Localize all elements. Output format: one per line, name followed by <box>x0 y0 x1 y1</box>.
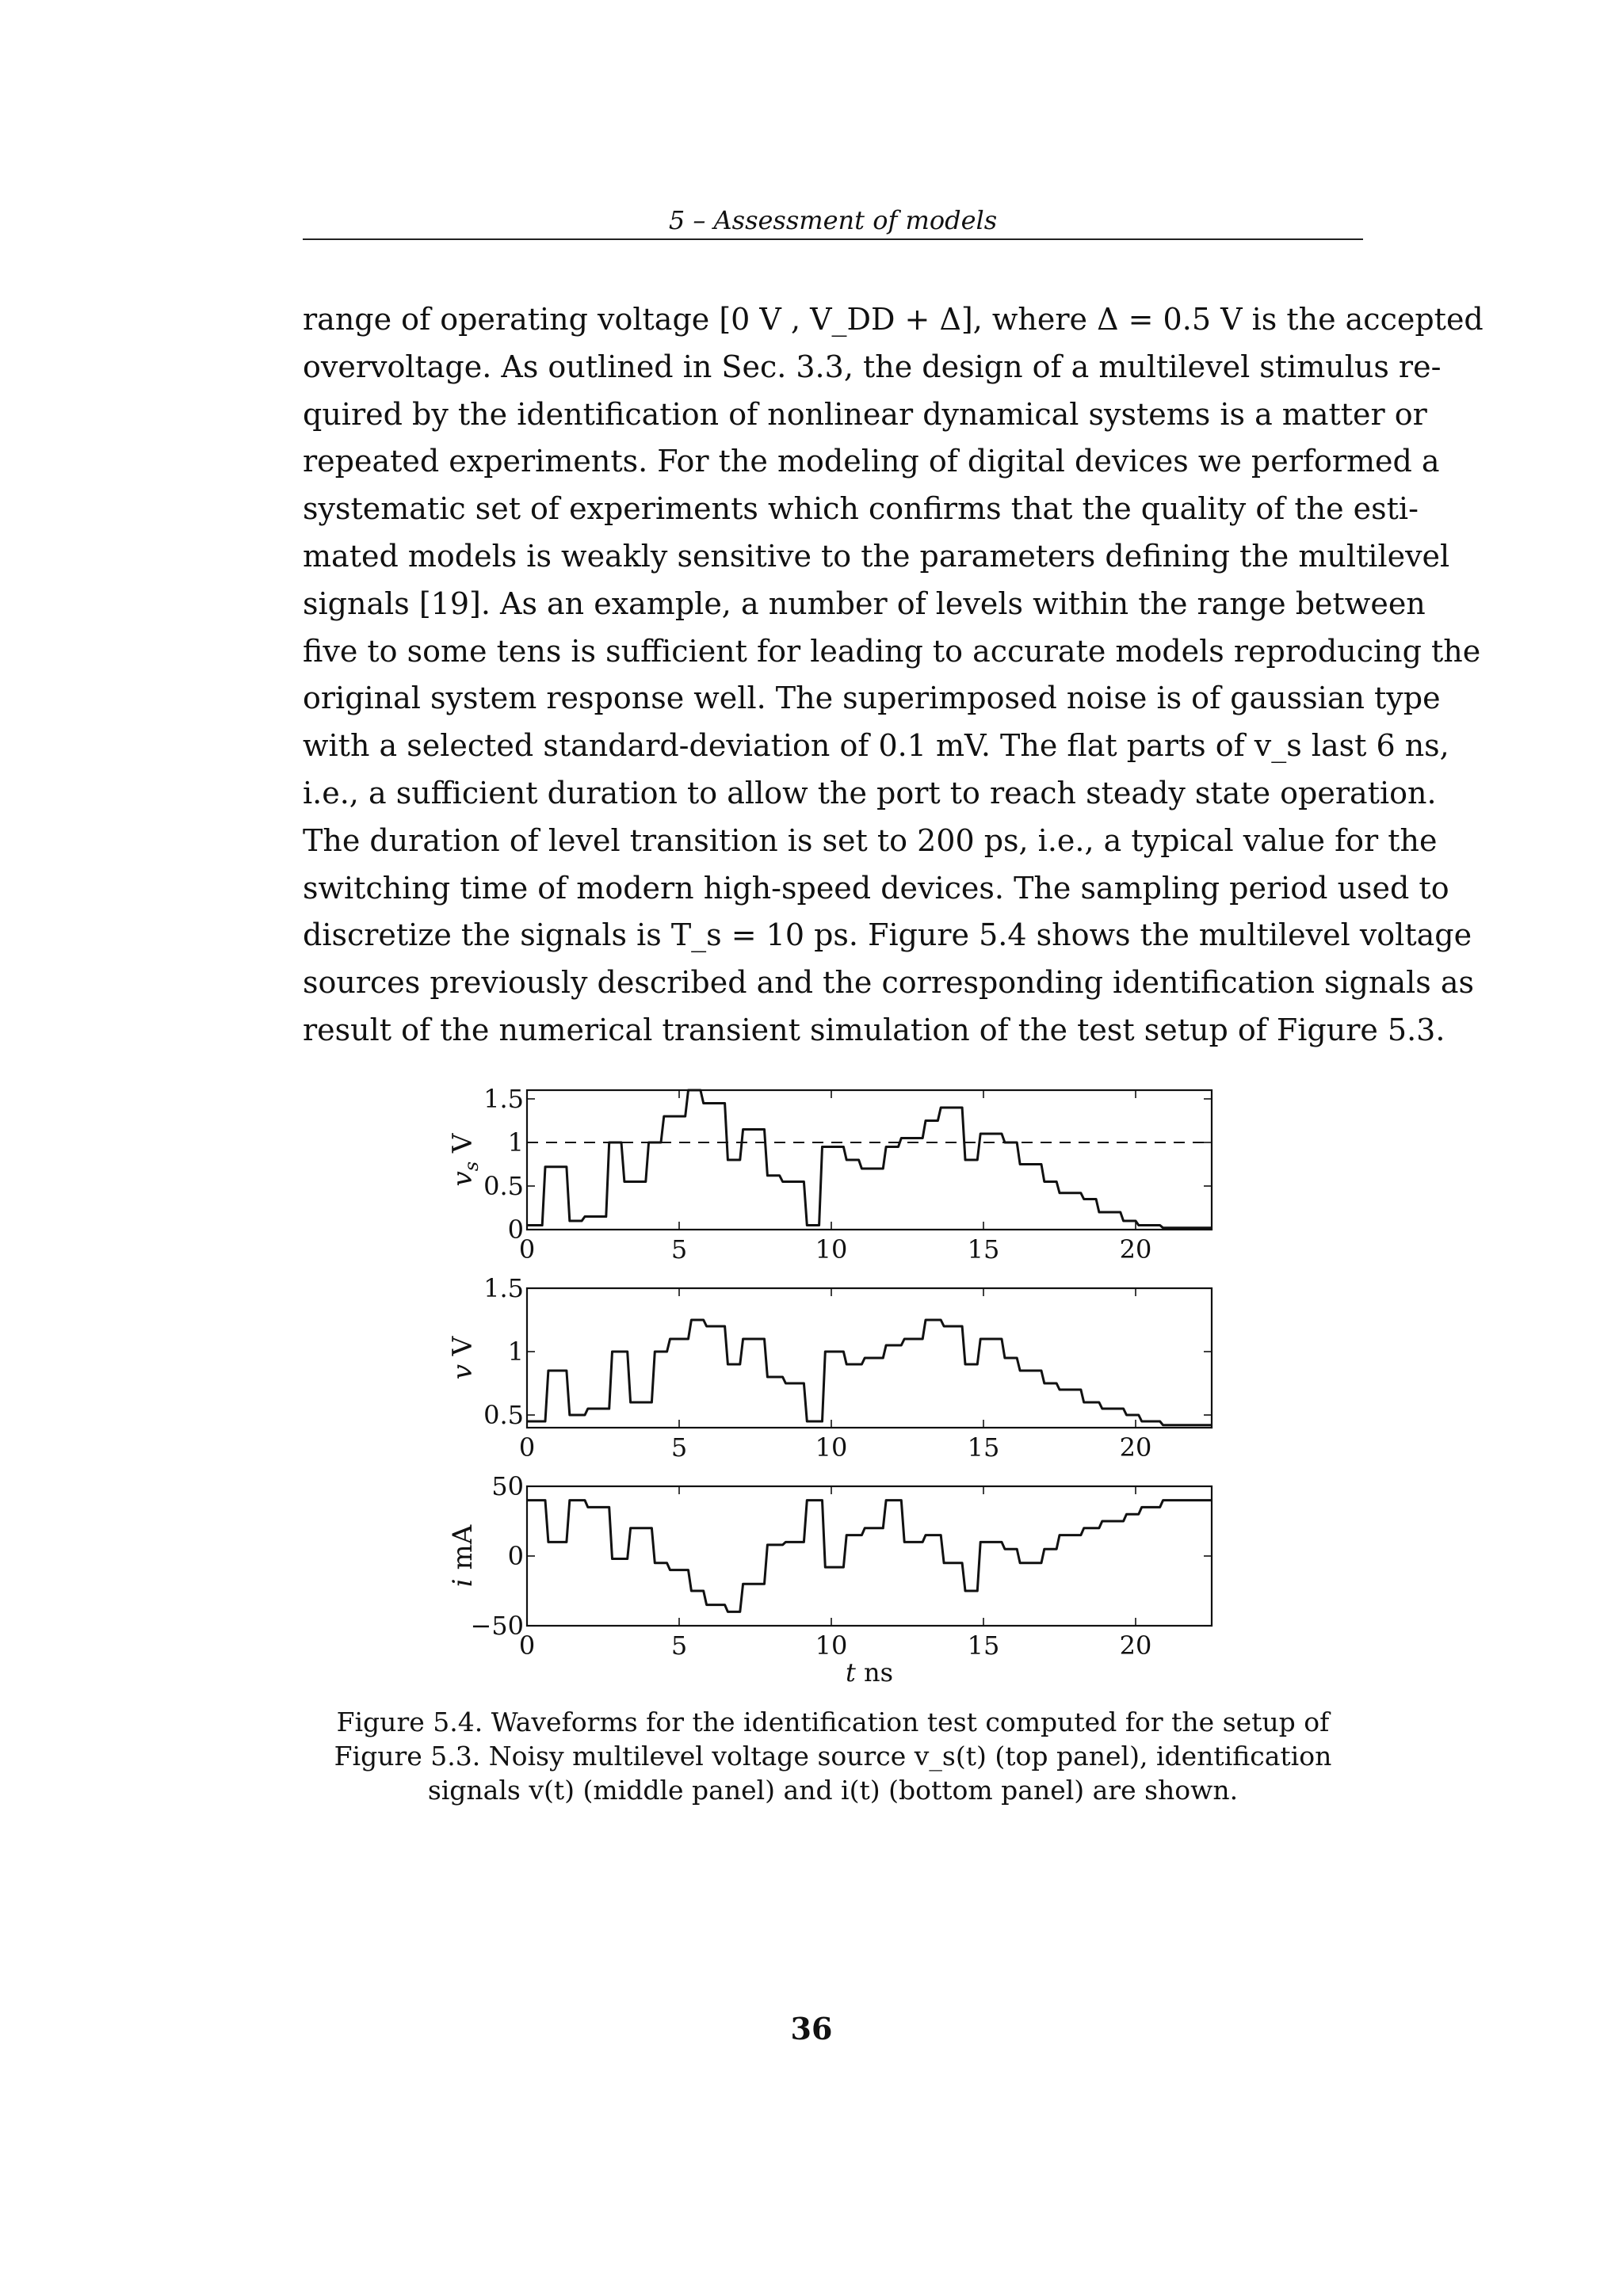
x-tick-label: 5 <box>670 1432 688 1463</box>
body-line: overvoltage. As outlined in Sec. 3.3, the design of a multilevel stimulus re- <box>303 349 1442 384</box>
y-tick-label: 50 <box>491 1471 524 1501</box>
body-paragraph <box>303 296 1484 1055</box>
caption-line: Figure 5.4. Waveforms for the identification test computed for the setup of <box>336 1707 1330 1737</box>
i-waveform-chart <box>444 1471 1236 1695</box>
x-tick-label: 10 <box>815 1234 848 1264</box>
body-line: quired by the identification of nonlinear dynamical systems is a matter or <box>303 396 1427 432</box>
vs-waveform-chart <box>444 1085 1236 1268</box>
x-tick-label: 15 <box>967 1432 1000 1463</box>
body-line: i.e., a sufficient duration to allow the port to reach steady state operation. <box>303 775 1437 810</box>
x-tick-label: 5 <box>670 1630 688 1661</box>
y-tick-label: 1 <box>507 1127 524 1158</box>
x-tick-label: 10 <box>815 1630 848 1661</box>
y-axis-label: $v_s$ V <box>447 1133 483 1187</box>
page-number: 36 <box>790 2011 833 2046</box>
x-tick-label: 10 <box>815 1432 848 1463</box>
v-waveform-chart <box>444 1273 1236 1466</box>
x-tick-label: 0 <box>518 1234 536 1264</box>
y-tick-label: 0.5 <box>483 1400 524 1430</box>
y-tick-label: 1 <box>507 1337 524 1367</box>
body-line: discretize the signals is T_s = 10 ps. Figure 5.4 shows the multilevel voltage <box>303 917 1472 953</box>
series-line <box>527 1090 1212 1228</box>
series-line <box>527 1501 1212 1612</box>
plot-frame <box>527 1090 1212 1230</box>
body-line: signals [19]. As an example, a number of levels within the range between <box>303 585 1426 621</box>
y-tick-label: 0 <box>507 1541 524 1571</box>
y-tick-label: 1.5 <box>483 1084 524 1114</box>
body-line: with a selected standard-deviation of 0.1 mV. The flat parts of v_s last 6 ns, <box>303 728 1449 764</box>
y-tick-label: 0 <box>507 1215 524 1245</box>
x-tick-label: 20 <box>1119 1432 1152 1463</box>
y-axis-label: v V <box>447 1336 479 1380</box>
x-tick-label: 15 <box>967 1234 1000 1264</box>
body-line: mated models is weakly sensitive to the parameters defining the multilevel <box>303 538 1450 574</box>
body-line: range of operating voltage [0 V , V_DD + Δ], where Δ = 0.5 V is the accepted <box>303 302 1484 337</box>
body-line: original system response well. The superimposed noise is of gaussian type <box>303 681 1441 716</box>
body-line: switching time of modern high-speed devices. The sampling period used to <box>303 870 1449 906</box>
x-tick-label: 20 <box>1119 1234 1152 1264</box>
figure-caption <box>333 1705 1333 1807</box>
series-line <box>527 1320 1212 1425</box>
x-axis-label: t ns <box>845 1657 894 1688</box>
body-line: result of the numerical transient simulation of the test setup of Figure 5.3. <box>303 1012 1445 1047</box>
figure-panel-middle <box>444 1273 1236 1466</box>
body-line: systematic set of experiments which confirms that the quality of the esti- <box>303 491 1419 527</box>
y-axis-label: i mA <box>447 1524 479 1588</box>
body-line: five to some tens is sufficient for leading to accurate models reproducing the <box>303 633 1481 669</box>
y-tick-label: 0.5 <box>483 1171 524 1201</box>
body-line: sources previously described and the corresponding identification signals as <box>303 965 1475 1001</box>
x-tick-label: 5 <box>670 1234 688 1264</box>
x-tick-label: 0 <box>518 1432 536 1463</box>
y-tick-label: 1.5 <box>483 1273 524 1303</box>
caption-line: signals v(t) (middle panel) and i(t) (bottom panel) are shown. <box>427 1775 1239 1806</box>
y-tick-label: −50 <box>470 1611 524 1641</box>
figure-panel-bottom <box>444 1471 1236 1695</box>
figure-panel-top <box>444 1085 1236 1268</box>
body-line: The duration of level transition is set to 200 ps, i.e., a typical value for the <box>303 822 1438 858</box>
caption-line: Figure 5.3. Noisy multilevel voltage source v_s(t) (top panel), identification <box>334 1741 1332 1772</box>
header-rule <box>303 238 1363 240</box>
x-tick-label: 15 <box>967 1630 1000 1661</box>
x-tick-label: 20 <box>1119 1630 1152 1661</box>
x-tick-label: 0 <box>518 1630 536 1661</box>
body-line: repeated experiments. For the modeling of digital devices we performed a <box>303 444 1440 479</box>
running-header: 5 – Assessment of models <box>668 205 998 235</box>
plot-frame <box>527 1486 1212 1626</box>
